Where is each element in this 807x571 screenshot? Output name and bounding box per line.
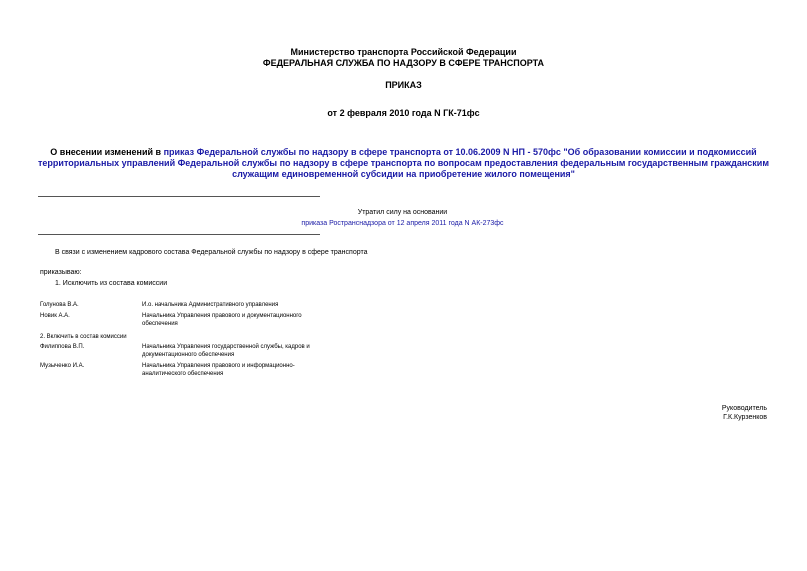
service-name: ФЕДЕРАЛЬНАЯ СЛУЖБА ПО НАДЗОРУ В СФЕРЕ ТРАНСПОРТА xyxy=(262,58,545,68)
title-prefix: О внесении изменений в xyxy=(50,147,164,157)
amended-order-link[interactable]: приказ Федеральной службы по надзору в сфере транспорта от 10.06.2009 N НП - 570фс "Об образовании комиссии и подкомиссий территориальных управлений Федеральной службы по надзору в сфере транспорта по вопросам предоставления федеральным государственным гражданским служащим единовременной субсидии на приобретение жилого помещения" xyxy=(38,147,769,179)
expired-notice: Утратил силу на основании xyxy=(357,209,448,216)
item-2-heading: 2. Включить в состав комиссии xyxy=(40,334,127,340)
excluded-position: И.о. начальника Административного управления xyxy=(142,302,279,308)
item-1-heading: 1. Исключить из состава комиссии xyxy=(55,280,168,287)
intro-text: В связи с изменением кадрового состава Федеральной службы по надзору в сфере транспорта xyxy=(55,249,368,256)
signature-role: Руководитель xyxy=(721,405,767,412)
divider-top xyxy=(38,196,320,197)
document-type: ПРИКАЗ xyxy=(385,80,422,90)
divider-bottom xyxy=(38,234,320,235)
excluded-name: Голунова В.А. xyxy=(40,302,79,308)
excluded-name: Новик А.А. xyxy=(40,313,70,319)
included-position: Начальника Управления правового и информационно-аналитического обеспечения xyxy=(142,363,295,377)
included-name: Филиппова В.П. xyxy=(40,344,85,350)
order-word: приказываю: xyxy=(40,269,82,276)
document-date-number: от 2 февраля 2010 года N ГК-71фс xyxy=(327,108,480,118)
included-position: Начальника Управления государственной службы, кадров и документационного обеспечения xyxy=(142,344,310,358)
document-title xyxy=(30,147,777,180)
ministry-name: Министерство транспорта Российской Федерации xyxy=(290,47,517,57)
signature-name: Г.К.Курзенков xyxy=(723,414,767,421)
expired-order-link[interactable]: приказа Ространснадзора от 12 апреля 2011 года N АК-273фс xyxy=(301,220,504,227)
excluded-position: Начальника Управления правового и документационного обеспечения xyxy=(142,313,302,327)
included-name: Музыченко И.А. xyxy=(40,363,85,369)
